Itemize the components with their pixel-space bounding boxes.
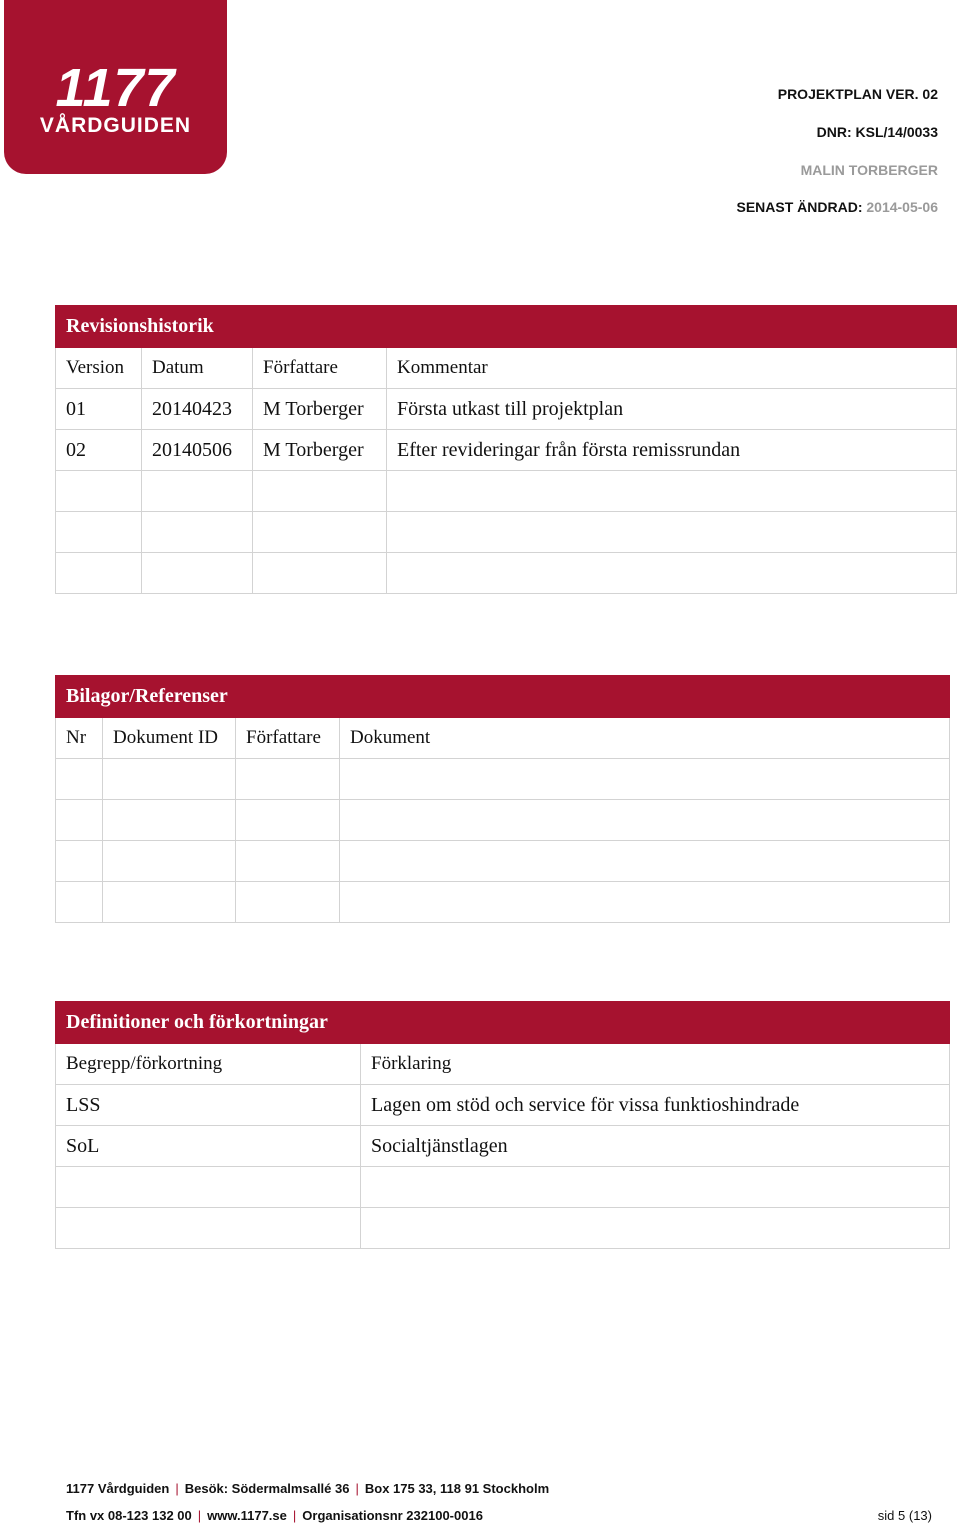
table-cell: Lagen om stöd och service för vissa funktioshindrade bbox=[361, 1085, 950, 1126]
vardguiden-logo bbox=[4, 0, 227, 174]
table-cell: 02 bbox=[56, 430, 142, 471]
logo-number: 1177 bbox=[55, 58, 176, 118]
footer-address-line bbox=[66, 1481, 549, 1496]
column-header: Författare bbox=[253, 348, 387, 389]
table-cell bbox=[236, 800, 340, 841]
table-cell bbox=[340, 759, 950, 800]
document-title: PROJEKTPLAN VER. 02 bbox=[777, 86, 938, 102]
table-cell bbox=[253, 512, 387, 553]
table-header-row bbox=[56, 718, 950, 759]
separator: | bbox=[355, 1481, 359, 1496]
table-row bbox=[56, 841, 950, 882]
table-cell: SoL bbox=[56, 1126, 361, 1167]
footer-box: Box 175 33, 118 91 Stockholm bbox=[364, 1481, 550, 1496]
table-cell: M Torberger bbox=[253, 430, 387, 471]
column-header: Författare bbox=[236, 718, 340, 759]
column-header: Förklaring bbox=[361, 1044, 950, 1085]
table-cell: Efter revideringar från första remissrundan bbox=[387, 430, 957, 471]
table-cell bbox=[142, 553, 253, 594]
table-cell bbox=[236, 759, 340, 800]
table-cell bbox=[103, 759, 236, 800]
table-cell bbox=[387, 553, 957, 594]
table-cell bbox=[56, 553, 142, 594]
footer-contact-line bbox=[66, 1508, 483, 1523]
table-cell bbox=[56, 1208, 361, 1249]
separator: | bbox=[197, 1508, 202, 1523]
table-cell bbox=[56, 882, 103, 923]
table-cell bbox=[103, 882, 236, 923]
separator: | bbox=[292, 1508, 297, 1523]
column-header: Version bbox=[56, 348, 142, 389]
definitions-title: Definitioner och förkortningar bbox=[56, 1002, 950, 1044]
table-cell bbox=[253, 471, 387, 512]
table-cell bbox=[236, 882, 340, 923]
table-cell bbox=[340, 882, 950, 923]
table-cell bbox=[103, 841, 236, 882]
table-cell bbox=[236, 841, 340, 882]
table-cell bbox=[387, 512, 957, 553]
separator: | bbox=[175, 1481, 179, 1496]
column-header: Datum bbox=[142, 348, 253, 389]
table-row bbox=[56, 1167, 950, 1208]
last-changed-label: SENAST ÄNDRAD: bbox=[736, 199, 863, 215]
table-row bbox=[56, 800, 950, 841]
table-row bbox=[56, 553, 957, 594]
table-cell bbox=[361, 1167, 950, 1208]
table-cell bbox=[387, 471, 957, 512]
table-row bbox=[56, 430, 957, 471]
footer-orgnr: Organisationsnr 232100-0016 bbox=[302, 1508, 483, 1523]
table-row bbox=[56, 512, 957, 553]
table-row bbox=[56, 759, 950, 800]
table-row bbox=[56, 1085, 950, 1126]
table-cell bbox=[340, 841, 950, 882]
column-header: Nr bbox=[56, 718, 103, 759]
footer-phone: Tfn vx 08-123 132 00 bbox=[66, 1508, 192, 1523]
attachments-title: Bilagor/Referenser bbox=[56, 676, 950, 718]
table-cell bbox=[340, 800, 950, 841]
footer-web-link[interactable]: www.1177.se bbox=[207, 1508, 287, 1523]
table-header-row bbox=[56, 348, 957, 389]
table-row bbox=[56, 1126, 950, 1167]
table-cell: 20140423 bbox=[142, 389, 253, 430]
table-row bbox=[56, 1208, 950, 1249]
table-cell bbox=[56, 1167, 361, 1208]
table-cell: LSS bbox=[56, 1085, 361, 1126]
revision-history-table bbox=[55, 305, 957, 594]
table-cell: M Torberger bbox=[253, 389, 387, 430]
table-cell bbox=[56, 800, 103, 841]
table-header-row bbox=[56, 1044, 950, 1085]
attachments-table bbox=[55, 675, 950, 923]
table-cell bbox=[253, 553, 387, 594]
logo-name: VÅRDGUIDEN bbox=[39, 114, 192, 137]
table-cell bbox=[361, 1208, 950, 1249]
table-cell bbox=[56, 471, 142, 512]
column-header: Dokument ID bbox=[103, 718, 236, 759]
document-author: MALIN TORBERGER bbox=[800, 162, 938, 178]
definitions-table bbox=[55, 1001, 950, 1249]
table-cell: 01 bbox=[56, 389, 142, 430]
revision-history-title: Revisionshistorik bbox=[56, 306, 957, 348]
table-cell bbox=[142, 512, 253, 553]
page-number: sid 5 (13) bbox=[877, 1508, 932, 1523]
table-cell bbox=[103, 800, 236, 841]
table-cell bbox=[56, 841, 103, 882]
table-cell: Socialtjänstlagen bbox=[361, 1126, 950, 1167]
column-header: Kommentar bbox=[387, 348, 957, 389]
table-cell bbox=[56, 512, 142, 553]
last-changed bbox=[736, 199, 938, 215]
table-cell: Första utkast till projektplan bbox=[387, 389, 957, 430]
table-row bbox=[56, 882, 950, 923]
footer-org: 1177 Vårdguiden bbox=[66, 1481, 170, 1496]
table-cell bbox=[56, 759, 103, 800]
column-header: Begrepp/förkortning bbox=[56, 1044, 361, 1085]
table-row bbox=[56, 389, 957, 430]
footer-visit: Besök: Södermalmsallé 36 bbox=[184, 1481, 350, 1496]
table-cell bbox=[142, 471, 253, 512]
last-changed-date: 2014-05-06 bbox=[866, 199, 938, 215]
column-header: Dokument bbox=[340, 718, 950, 759]
table-cell: 20140506 bbox=[142, 430, 253, 471]
document-dnr: DNR: KSL/14/0033 bbox=[816, 124, 938, 140]
table-row bbox=[56, 471, 957, 512]
